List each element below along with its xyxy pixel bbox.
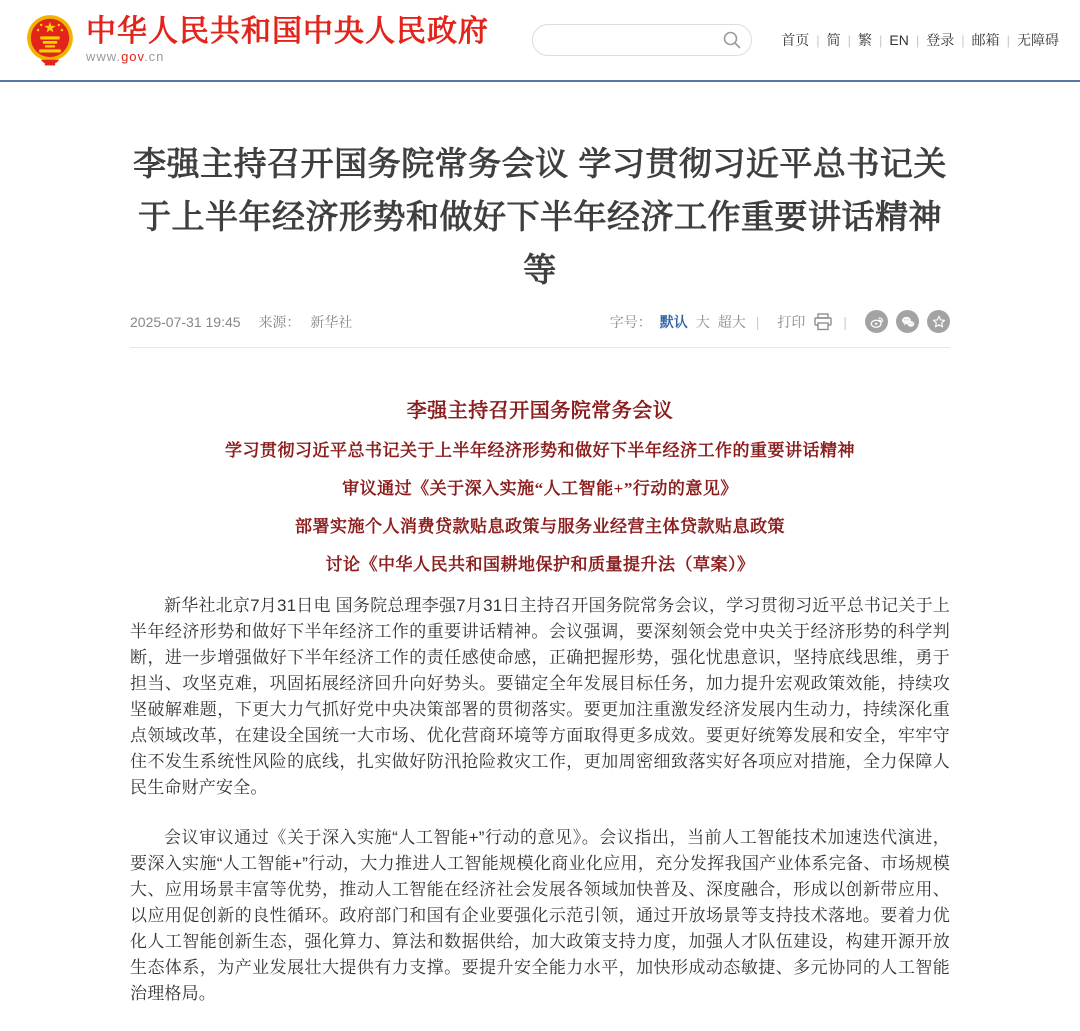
font-size-large-button[interactable]: 大	[695, 313, 710, 330]
nav-separator: |	[915, 32, 920, 48]
article-meta	[130, 312, 358, 332]
nav-separator: |	[1006, 32, 1010, 48]
star-icon	[932, 315, 946, 329]
nav-link-traditional[interactable]: 繁	[857, 32, 872, 48]
nav-separator: |	[847, 32, 851, 48]
site-url-highlight: gov	[121, 49, 145, 64]
search-icon[interactable]	[722, 30, 742, 50]
share-wechat-button[interactable]	[896, 310, 919, 333]
favorite-star-button[interactable]	[927, 310, 950, 333]
publish-date: 2025-07-31 19:45	[130, 313, 241, 330]
meeting-heading-sub-4: 讨论《中华人民共和国耕地保护和质量提升法（草案）》	[325, 555, 755, 575]
share-weibo-button[interactable]	[865, 310, 888, 333]
site-url-prefix: www.	[86, 49, 122, 64]
nav-link-english[interactable]: EN	[889, 32, 909, 48]
article-paragraph: 新华社北京7月31日电 国务院总理李强7月31日主持召开国务院常务会议，学习贯彻习近平总书记关于上半年经济形势和做好下半年经济工作的重要讲话精神。会议强调，要深刻领会党中央关于经济形势的科学判断，进一步增强做好下半年经济工作的责任感使命感，正确把握形势，强化忧患意识，坚持底线思维，勇于担当、攻坚克难，巩固拓展经济回升向好势头。要锚定全年发展目标任务，加力提升宏观政策效能，持续攻坚破解难题，下更大力气抓好党中央决策部署的贯彻落实。要更加注重激发经济发展内生动力，持续深化重点领域改革，在建设全国统一大市场、优化营商环境等方面取得更多成效。要更好统筹发展和安全，牢牢守住不发生系统性风险的底线，扎实做好防汛抢险救灾工作，更加周密细致落实好各项应对措施，全力保障人民生命财产安全。	[130, 596, 950, 798]
font-size-xlarge-button[interactable]: 超大	[717, 313, 746, 330]
nav-separator: |	[961, 32, 965, 48]
national-emblem-icon	[24, 13, 76, 67]
nav-separator: |	[816, 32, 820, 48]
nav-link-login[interactable]: 登录	[926, 32, 955, 48]
article-paragraph: 会议审议通过《关于深入实施“人工智能+”行动的意见》。会议指出，当前人工智能技术加速迭代演进，要深入实施“人工智能+”行动，大力推进人工智能规模化商业化应用，充分发挥我国产业体系完备、市场规模大、应用场景丰富等优势，推动人工智能在经济社会发展各领域加快普及、深度融合，形成以创新带应用、以应用促创新的良性循环。政府部门和国有企业要强化示范引领，通过开放场景等支持技术落地。要着力优化人工智能创新生态，强化算力、算法和数据供给，加大政策支持力度，加强人才队伍建设，构建开源开放生态体系，为产业发展壮大提供有力支撑。要提升安全能力水平，加快形成动态敏捷、多元协同的人工智能治理格局。	[130, 828, 950, 1004]
site-header	[0, 0, 1080, 80]
weibo-icon	[870, 315, 884, 329]
font-size-default-button[interactable]: 默认	[659, 313, 688, 330]
print-button[interactable]: 打印	[777, 313, 806, 330]
search-box	[532, 24, 752, 56]
nav-separator: |	[878, 32, 883, 48]
header-nav	[774, 30, 1066, 50]
printer-icon[interactable]	[813, 313, 833, 331]
font-size-label: 字号：	[609, 313, 652, 330]
site-url-suffix: .cn	[144, 49, 165, 64]
source-label: 来源：	[258, 313, 301, 330]
site-title: 中华人民共和国中央人民政府	[86, 15, 489, 48]
meeting-heading-sub-2: 审议通过《关于深入实施“人工智能+”行动的意见》	[342, 479, 738, 499]
nav-link-simplified[interactable]: 简	[826, 32, 841, 48]
nav-link-mail[interactable]: 邮箱	[971, 32, 1000, 48]
wechat-icon	[901, 315, 915, 329]
article-tools	[602, 310, 950, 333]
nav-link-home[interactable]: 首页	[781, 32, 810, 48]
tools-separator: |	[843, 313, 847, 330]
header-divider	[0, 80, 1080, 82]
meeting-heading-sub-1: 学习贯彻习近平总书记关于上半年经济形势和做好下半年经济工作的重要讲话精神	[225, 441, 855, 461]
nav-link-accessibility[interactable]: 无障碍	[1017, 32, 1059, 48]
tools-separator: |	[755, 313, 760, 330]
article-page	[130, 138, 950, 1007]
logo-text	[86, 15, 489, 65]
source-name: 新华社	[310, 313, 353, 330]
meeting-heading-main: 李强主持召开国务院常务会议	[406, 400, 674, 423]
page-title: 李强主持召开国务院常务会议 学习贯彻习近平总书记关于上半年经济形势和做好下半年经济工作重要讲话精神等	[133, 145, 947, 288]
article-body	[130, 593, 950, 1007]
article-headings	[130, 394, 950, 575]
site-logo[interactable]	[24, 13, 489, 67]
site-url	[86, 49, 489, 65]
meeting-heading-sub-3: 部署实施个人消费贷款贴息政策与服务业经营主体贷款贴息政策	[295, 517, 785, 537]
article-meta-row	[130, 310, 950, 348]
search-input[interactable]	[532, 24, 752, 56]
